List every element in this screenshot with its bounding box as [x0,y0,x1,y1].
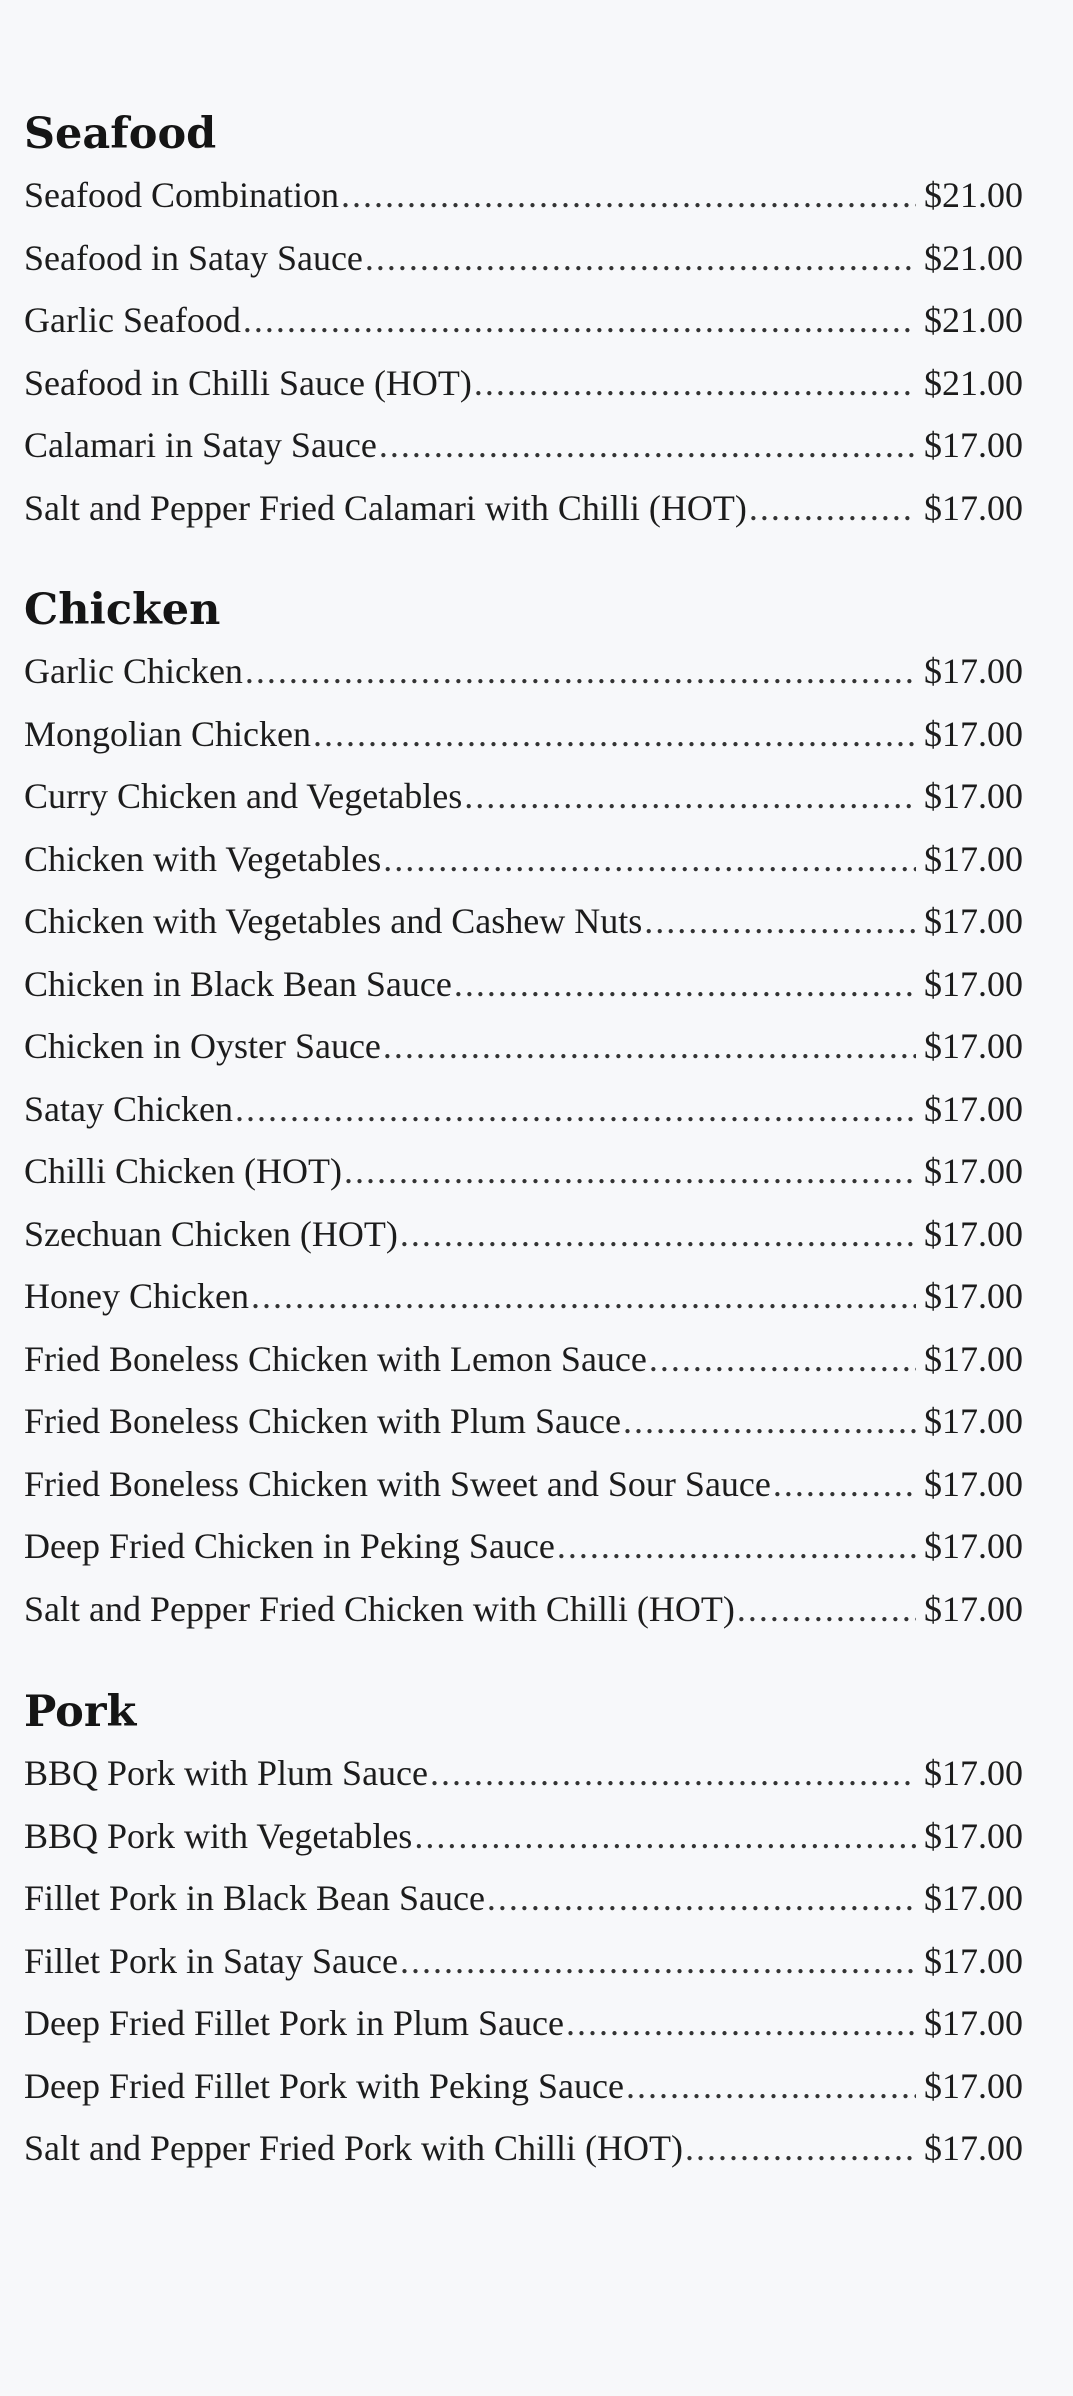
item-name: Chicken with Vegetables [24,838,382,879]
menu-item [24,1078,1023,1141]
item-name: Salt and Pepper Fried Chicken with Chilli (HOT) [24,1588,735,1629]
dot-leader [566,1992,916,2055]
item-price: $21.00 [924,300,1023,340]
menu-item [24,1930,1023,1993]
dot-leader [773,1453,916,1516]
menu-item [24,1203,1023,1266]
item-name: Garlic Chicken [24,651,243,691]
dot-leader [414,1805,916,1868]
menu-item [24,953,1023,1016]
item-name: Deep Fried Fillet Pork with Peking Sauce [24,2065,624,2106]
item-price: $17.00 [924,1088,1023,1129]
item-name: Seafood Combination [24,175,339,215]
menu-item [24,2117,1023,2180]
section-chicken [24,580,1023,1640]
item-name: Deep Fried Fillet Pork in Plum Sauce [24,2003,564,2043]
dot-leader [341,164,916,227]
item-name: BBQ Pork with Plum Sauce [24,1753,429,1793]
item-price: $17.00 [924,1276,1023,1316]
dot-leader [235,1078,916,1141]
section-pork [24,1682,1023,2180]
item-price: $17.00 [924,713,1023,754]
item-name: Chicken in Oyster Sauce [24,1026,381,1066]
item-price: $17.00 [924,838,1023,879]
item-name: Salt and Pepper Fried Calamari with Chilli (HOT) [24,487,747,528]
menu-item [24,1328,1023,1391]
dot-leader [383,828,916,891]
item-name: Szechuan Chicken (HOT) [24,1213,398,1254]
dot-leader [365,227,916,290]
menu-item [24,1515,1023,1578]
item-name: Seafood in Chilli Sauce (HOT) [24,362,472,403]
item-price: $17.00 [924,651,1023,691]
menu-item [24,227,1023,290]
item-name: Fried Boneless Chicken with Plum Sauce [24,1401,621,1441]
menu-item [24,765,1023,828]
menu-item [24,1805,1023,1868]
item-list [24,640,1023,1640]
item-price: $17.00 [924,2128,1023,2168]
menu-item [24,477,1023,540]
item-list [24,164,1023,539]
menu-item [24,890,1023,953]
item-price: $21.00 [924,237,1023,278]
dot-leader [313,703,916,766]
menu-item [24,1742,1023,1805]
item-price: $21.00 [924,175,1023,215]
item-price: $17.00 [924,776,1023,816]
dot-leader [649,1328,916,1391]
item-price: $17.00 [924,1753,1023,1793]
item-price: $17.00 [924,1463,1023,1504]
item-name: Chilli Chicken (HOT) [24,1151,342,1191]
menu-item [24,1015,1023,1078]
item-price: $17.00 [924,901,1023,941]
dot-leader [737,1578,916,1641]
dot-leader [251,1265,916,1328]
dot-leader [245,640,916,703]
item-price: $17.00 [924,1026,1023,1066]
menu-item [24,828,1023,891]
dot-leader [474,352,916,415]
section-heading: Chicken [24,585,221,635]
item-name: Mongolian Chicken [24,713,311,754]
section-heading: Pork [24,1687,137,1737]
menu-item [24,1578,1023,1641]
menu-item [24,414,1023,477]
item-price: $17.00 [924,1878,1023,1918]
dot-leader [400,1930,916,1993]
menu-item [24,352,1023,415]
dot-leader [243,289,916,352]
dot-leader [400,1203,916,1266]
item-list [24,1742,1023,2180]
item-price: $21.00 [924,362,1023,403]
item-price: $17.00 [924,1151,1023,1191]
item-price: $17.00 [924,1213,1023,1254]
dot-leader [454,953,916,1016]
section-seafood [24,104,1023,539]
item-price: $17.00 [924,1338,1023,1379]
menu-item [24,1453,1023,1516]
item-price: $17.00 [924,1940,1023,1981]
item-name: Garlic Seafood [24,300,241,340]
item-price: $17.00 [924,1526,1023,1566]
dot-leader [749,477,916,540]
item-price: $17.00 [924,1815,1023,1856]
item-name: BBQ Pork with Vegetables [24,1815,413,1856]
item-price: $17.00 [924,1401,1023,1441]
menu-item [24,1390,1023,1453]
item-name: Chicken with Vegetables and Cashew Nuts [24,901,643,941]
item-name: Curry Chicken and Vegetables [24,776,463,816]
item-name: Fillet Pork in Satay Sauce [24,1940,398,1981]
item-name: Satay Chicken [24,1088,233,1129]
item-name: Calamari in Satay Sauce [24,425,377,465]
item-price: $17.00 [924,963,1023,1004]
section-heading: Seafood [24,109,217,159]
item-name: Chicken in Black Bean Sauce [24,963,452,1004]
item-name: Seafood in Satay Sauce [24,237,363,278]
menu-item [24,1140,1023,1203]
item-price: $17.00 [924,2065,1023,2106]
dot-leader [383,1015,916,1078]
item-price: $17.00 [924,487,1023,528]
item-name: Honey Chicken [24,1276,249,1316]
item-name: Salt and Pepper Fried Pork with Chilli (HOT) [24,2128,683,2168]
menu-item [24,2055,1023,2118]
dot-leader [487,1867,916,1930]
dot-leader [344,1140,916,1203]
item-price: $17.00 [924,425,1023,465]
item-name: Deep Fried Chicken in Peking Sauce [24,1526,555,1566]
menu-item [24,289,1023,352]
dot-leader [685,2117,916,2180]
menu-item [24,640,1023,703]
dot-leader [626,2055,916,2118]
dot-leader [644,890,916,953]
item-price: $17.00 [924,1588,1023,1629]
menu-item [24,1265,1023,1328]
dot-leader [464,765,916,828]
item-price: $17.00 [924,2003,1023,2043]
menu-item [24,1867,1023,1930]
dot-leader [623,1390,916,1453]
menu-item [24,703,1023,766]
item-name: Fried Boneless Chicken with Sweet and Sour Sauce [24,1463,771,1504]
menu-item [24,1992,1023,2055]
dot-leader [379,414,916,477]
menu-item [24,164,1023,227]
dot-leader [557,1515,916,1578]
item-name: Fried Boneless Chicken with Lemon Sauce [24,1338,647,1379]
item-name: Fillet Pork in Black Bean Sauce [24,1878,485,1918]
dot-leader [430,1742,916,1805]
